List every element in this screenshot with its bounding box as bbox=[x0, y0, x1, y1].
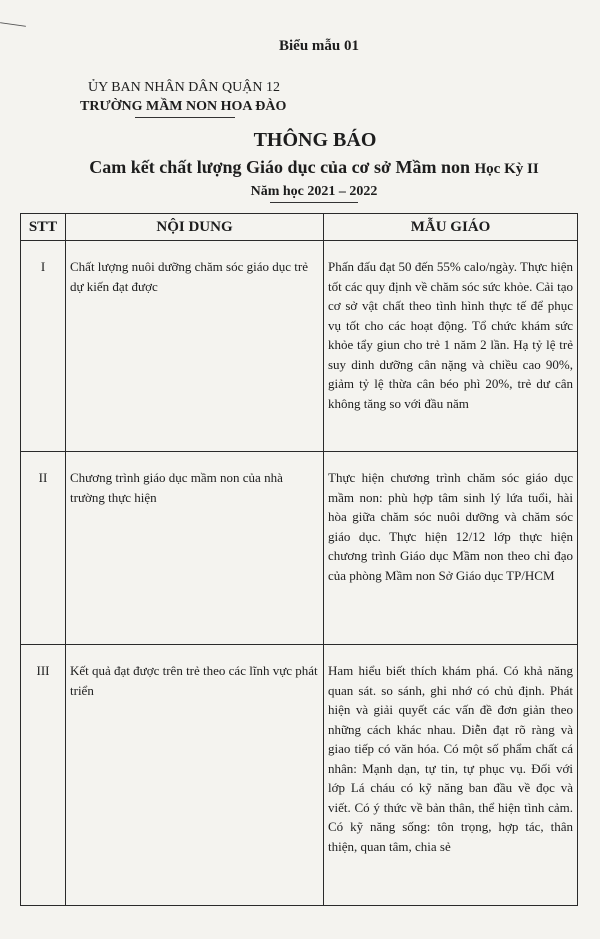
school-name: TRƯỜNG MẦM NON HOA ĐÀO bbox=[80, 99, 287, 114]
commitment-table bbox=[20, 213, 578, 906]
table-row bbox=[21, 452, 578, 645]
row-content: Chất lượng nuôi dưỡng chăm sóc giáo dục trẻ dự kiến đạt được bbox=[66, 241, 324, 452]
row-detail: Thực hiện chương trình chăm sóc giáo dục mầm non: phù hợp tâm sinh lý lứa tuổi, hài hòa giữa chăm sóc nuôi dưỡng và chăm sóc giáo dục. Thực hiện 12/12 lớp thực hiện chương trình Giáo dục Mầm non theo chỉ đạo của phòng Mầm non Sở Giáo dục TP/HCM bbox=[324, 452, 578, 645]
row-stt: III bbox=[21, 645, 66, 906]
corner-mark bbox=[0, 22, 26, 27]
row-content: Kết quả đạt được trên trẻ theo các lĩnh vực phát triển bbox=[66, 645, 324, 906]
form-label: Biểu mẫu 01 bbox=[278, 38, 359, 54]
row-detail: Phấn đấu đạt 50 đến 55% calo/ngày. Thực hiện tốt các quy định về chăm sóc sức khỏe. Cải tạo cơ sở vật chất theo tình hình thực tế để phục vụ tốt cho các hoạt động. Tổ chức khám sức khỏe tẩy giun cho trẻ 1 năm 2 lần. Hạ tỷ lệ trẻ suy dinh dưỡng cân nặng và chiều cao 90%, giảm tỷ lệ thừa cân béo phì 20%, trẻ dư cân không tăng so với đầu năm bbox=[324, 241, 578, 452]
document-subtitle bbox=[0, 157, 600, 178]
school-year: Năm học 2021 – 2022 bbox=[250, 184, 378, 199]
row-content: Chương trình giáo dục mầm non của nhà trường thực hiện bbox=[66, 452, 324, 645]
column-header-content: NỘI DUNG bbox=[66, 214, 324, 241]
subtitle-suffix: Học Kỳ II bbox=[474, 161, 539, 177]
column-header-stt: STT bbox=[21, 214, 66, 241]
table-row bbox=[21, 645, 578, 906]
column-header-preschool: MẪU GIÁO bbox=[324, 214, 578, 241]
row-stt: II bbox=[21, 452, 66, 645]
year-underline bbox=[270, 202, 358, 203]
row-stt: I bbox=[21, 241, 66, 452]
document-title: THÔNG BÁO bbox=[253, 129, 377, 151]
school-underline bbox=[135, 117, 235, 118]
row-detail: Ham hiểu biết thích khám phá. Có khả năng quan sát. so sánh, ghi nhớ có chủ định. Phát hiện và giải quyết các vấn đề đơn giản theo những cách khác nhau. Diễn đạt rõ ràng và giao tiếp có văn hóa. Có một số phẩm chất cá nhân: Mạnh dạn, tự tin, tự phục vụ. Đối với lớp Lá cháu có kỹ năng ban đầu về đọc và viết. Có ý thức về bản thân, thể hiện tình cảm. Có kỹ năng sống: tôn trọng, hợp tác, thân thiện, quan tâm, chia sẻ bbox=[324, 645, 578, 906]
agency-name: ỦY BAN NHÂN DÂN QUẬN 12 bbox=[88, 80, 280, 95]
subtitle-main: Cam kết chất lượng Giáo dục của cơ sở Mầm non bbox=[89, 157, 471, 177]
table-row bbox=[21, 241, 578, 452]
table-header-row bbox=[21, 214, 578, 241]
